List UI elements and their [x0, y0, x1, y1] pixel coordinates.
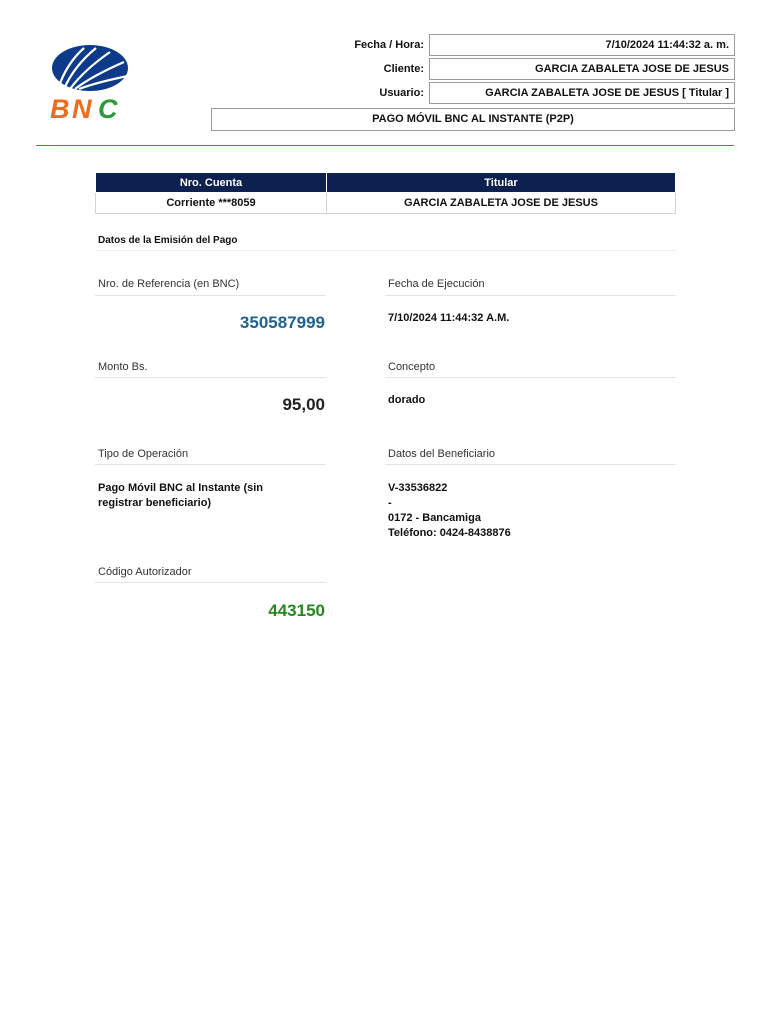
- header-divider: [36, 145, 734, 146]
- section-title: Datos de la Emisión del Pago: [98, 235, 238, 246]
- cell-cuenta: Corriente ***8059: [96, 193, 327, 214]
- concepto-label: Concepto: [388, 361, 436, 373]
- beneficiario-value: [388, 481, 511, 541]
- beneficiario-id: V-33536822: [388, 482, 448, 494]
- referencia-label: Nro. de Referencia (en BNC): [98, 278, 240, 290]
- col-titular: Titular: [327, 173, 676, 193]
- beneficiario-banco: 0172 - Bancamiga: [388, 512, 481, 524]
- codigo-autorizador-value: 443150: [268, 601, 325, 620]
- usuario-label: Usuario:: [379, 87, 424, 99]
- svg-text:B: B: [50, 94, 70, 122]
- beneficiario-rule: [385, 464, 676, 465]
- fecha-ejecucion-value: 7/10/2024 11:44:32 A.M.: [388, 312, 510, 324]
- fecha-hora-row: [300, 34, 736, 56]
- document-title: PAGO MÓVIL BNC AL INSTANTE (P2P): [211, 108, 735, 131]
- concepto-value: dorado: [388, 394, 426, 406]
- bnc-logo-icon: [48, 44, 132, 122]
- fecha-ejecucion-label: Fecha de Ejecución: [388, 278, 485, 290]
- col-nro-cuenta: Nro. Cuenta: [96, 173, 327, 193]
- section-divider: [95, 250, 676, 251]
- usuario-value: GARCIA ZABALETA JOSE DE JESUS [ Titular ]: [429, 82, 735, 104]
- codigo-autorizador-label: Código Autorizador: [98, 566, 192, 578]
- bnc-logo: [48, 44, 132, 122]
- cliente-label: Cliente:: [383, 63, 424, 75]
- svg-text:C: C: [98, 94, 118, 122]
- codigo-autorizador-rule: [95, 582, 326, 583]
- monto-rule: [95, 377, 326, 378]
- usuario-row: [300, 82, 736, 104]
- fecha-hora-label: Fecha / Hora:: [354, 39, 424, 51]
- cell-titular: GARCIA ZABALETA JOSE DE JESUS: [327, 193, 676, 214]
- monto-value: 95,00: [282, 395, 325, 414]
- beneficiario-label: Datos del Beneficiario: [388, 448, 496, 460]
- referencia-value: 350587999: [239, 313, 325, 332]
- cliente-value: GARCIA ZABALETA JOSE DE JESUS: [429, 58, 735, 80]
- fecha-hora-value: 7/10/2024 11:44:32 a. m.: [429, 34, 735, 56]
- referencia-rule: [95, 295, 326, 296]
- cliente-row: [300, 58, 736, 80]
- tipo-operacion-line2: registrar beneficiario): [98, 497, 212, 509]
- tipo-operacion-rule: [95, 464, 326, 465]
- tipo-operacion-value: [98, 481, 263, 511]
- table-header-row: [96, 173, 676, 193]
- fecha-ejecucion-rule: [385, 295, 676, 296]
- concepto-rule: [385, 377, 676, 378]
- tipo-operacion-line1: Pago Móvil BNC al Instante (sin: [98, 482, 264, 494]
- table-row: [96, 193, 676, 214]
- account-table: [95, 172, 676, 214]
- monto-label: Monto Bs.: [98, 361, 148, 373]
- beneficiario-separator: -: [388, 497, 392, 509]
- beneficiario-telefono: Teléfono: 0424-8438876: [388, 527, 511, 539]
- tipo-operacion-label: Tipo de Operación: [98, 448, 189, 460]
- svg-text:N: N: [72, 94, 92, 122]
